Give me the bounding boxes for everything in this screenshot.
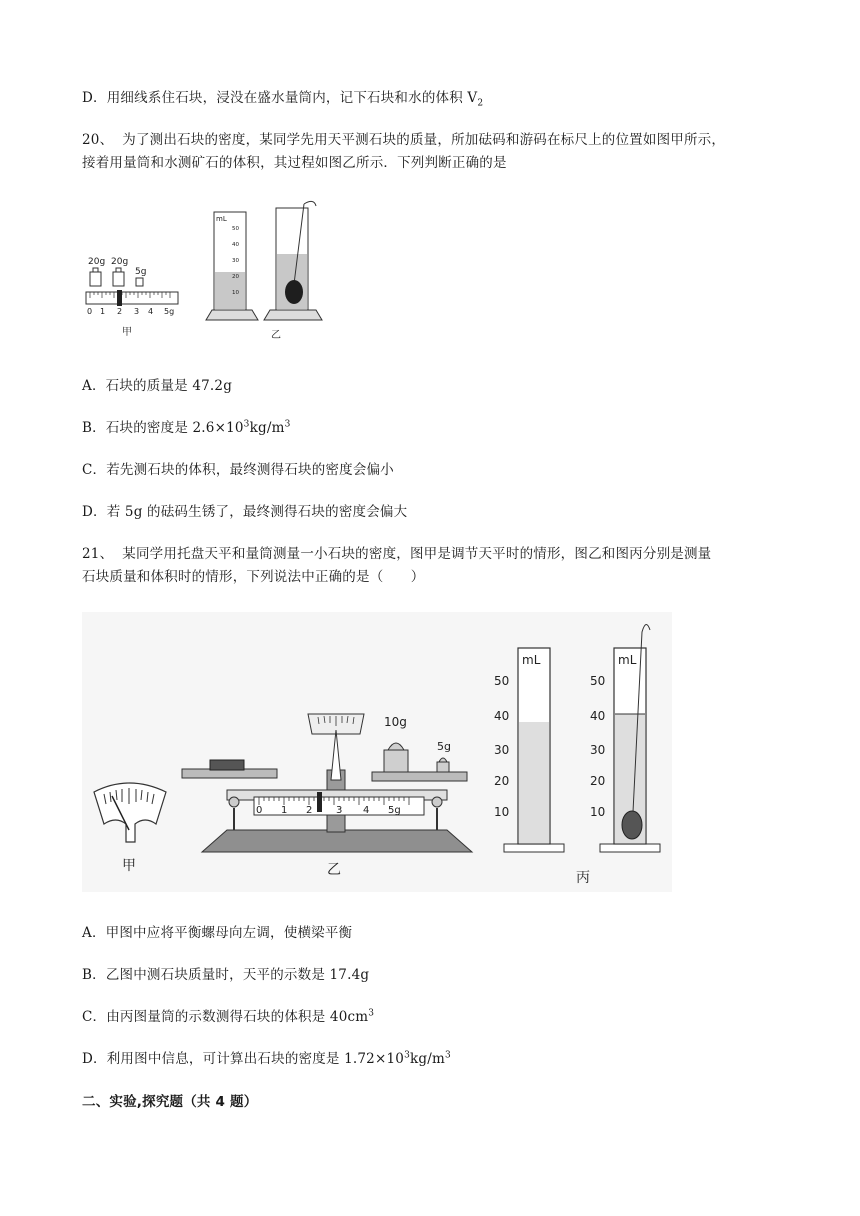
q20-caption-yi: 乙 [271, 330, 281, 341]
q21-cyl-tick: 30 [590, 743, 606, 757]
q20-cyl-tick: 50 [232, 226, 239, 232]
q21-stone-on-pan [210, 760, 244, 770]
q21-tick: 5g [388, 805, 401, 816]
q20-tick: 3 [134, 307, 140, 316]
q21-caption-jia: 甲 [122, 858, 136, 874]
q20-tick: 2 [117, 307, 123, 316]
q21-cyl-tick: 50 [590, 674, 606, 688]
section-heading: 二、实验,探究题（共 4 题） [82, 1094, 258, 1110]
q21-cyl-tick: 10 [494, 805, 510, 819]
q21-cyl-unit: mL [522, 653, 541, 667]
q20-rider [117, 290, 122, 306]
q21-caption-bing: 丙 [576, 870, 590, 886]
q21-cyl-tick: 10 [590, 805, 606, 819]
q21-tick: 1 [281, 805, 288, 816]
q20-weight-label: 20g [111, 257, 129, 267]
q21-option-c: C．由丙图量筒的示数测得石块的体积是 $40cm^3$ [82, 1008, 375, 1025]
q21-option-b: B．乙图中测石块质量时，天平的示数是 17.4g [82, 967, 370, 983]
q20-cyl-tick: 40 [232, 242, 239, 248]
q21-tick: 4 [363, 805, 370, 816]
q20-stone [285, 280, 303, 304]
q21-rider [317, 792, 322, 812]
q20-tick: 4 [148, 307, 154, 316]
q21-cyl-tick: 20 [590, 774, 606, 788]
q20-figure [82, 192, 352, 342]
q20-tick: 5g [164, 307, 175, 316]
q20-weight-label: 5g [135, 267, 147, 277]
q21-cyl-tick: 20 [494, 774, 510, 788]
q21-stem-line2: 石块质量和体积时的情形，下列说法中正确的是（ ） [82, 569, 425, 585]
q21-cyl-tick: 30 [494, 743, 510, 757]
q20-stem-line2: 接着用量筒和水测矿石的体积，其过程如图乙所示．下列判断正确的是 [82, 155, 507, 171]
q21-weight-label: 10g [384, 715, 407, 729]
q20-option-d: D．若 5g 的砝码生锈了，最终测得石块的密度会偏大 [82, 504, 408, 520]
q21-weight-label: 5g [437, 740, 451, 753]
q21-cyl-tick: 50 [494, 674, 510, 688]
q21-cyl-tick: 40 [590, 709, 606, 723]
q21-tick: 0 [256, 805, 263, 816]
q20-weight-label: 20g [88, 257, 106, 267]
q20-tick: 0 [87, 307, 93, 316]
q20-option-c: C．若先测石块的体积，最终测得石块的密度会偏小 [82, 462, 394, 478]
q20-tick: 1 [100, 307, 106, 316]
q21-stem-line1: 21、 某同学用托盘天平和量筒测量一小石块的密度，图甲是调节天平时的情形，图乙和图丙分别是测量 [82, 546, 712, 562]
q21-cyl-unit: mL [618, 653, 637, 667]
q21-option-d: D．利用图中信息，可计算出石块的密度是 $1.72\times 10^3kg/m^3$ [82, 1050, 451, 1067]
q21-tick: 3 [336, 805, 343, 816]
q20-cyl-tick: 20 [232, 274, 239, 280]
q21-caption-yi: 乙 [327, 862, 341, 878]
q21-tick: 2 [306, 805, 313, 816]
q21-number: 21、 [82, 546, 114, 562]
q20-cyl-tick: 30 [232, 258, 239, 264]
q20-stem-line1: 20、 为了测出石块的密度，某同学先用天平测石块的质量，所加砝码和游码在标尺上的位置如图甲所示， [82, 132, 726, 148]
q20-option-a: A．石块的质量是 47.2g [82, 378, 233, 394]
q20-cyl-unit: mL [216, 215, 227, 223]
q21-figure [82, 612, 672, 892]
prev-option-d: D．用细线系住石块，浸没在盛水量筒内，记下石块和水的体积 $V_2$ [82, 90, 484, 109]
q21-cyl-tick: 40 [494, 709, 510, 723]
q21-right-pan [372, 772, 467, 781]
q20-cyl-tick: 10 [232, 290, 239, 296]
q20-caption-jia: 甲 [122, 327, 132, 338]
q20-option-b: B．石块的密度是 $2.6\times 10^3kg/m^3$ [82, 419, 291, 436]
q20-number: 20、 [82, 132, 114, 148]
q21-option-a: A．甲图中应将平衡螺母向左调，使横梁平衡 [82, 925, 353, 941]
q21-stone [622, 811, 642, 839]
q20-cylinder-water [214, 209, 246, 310]
